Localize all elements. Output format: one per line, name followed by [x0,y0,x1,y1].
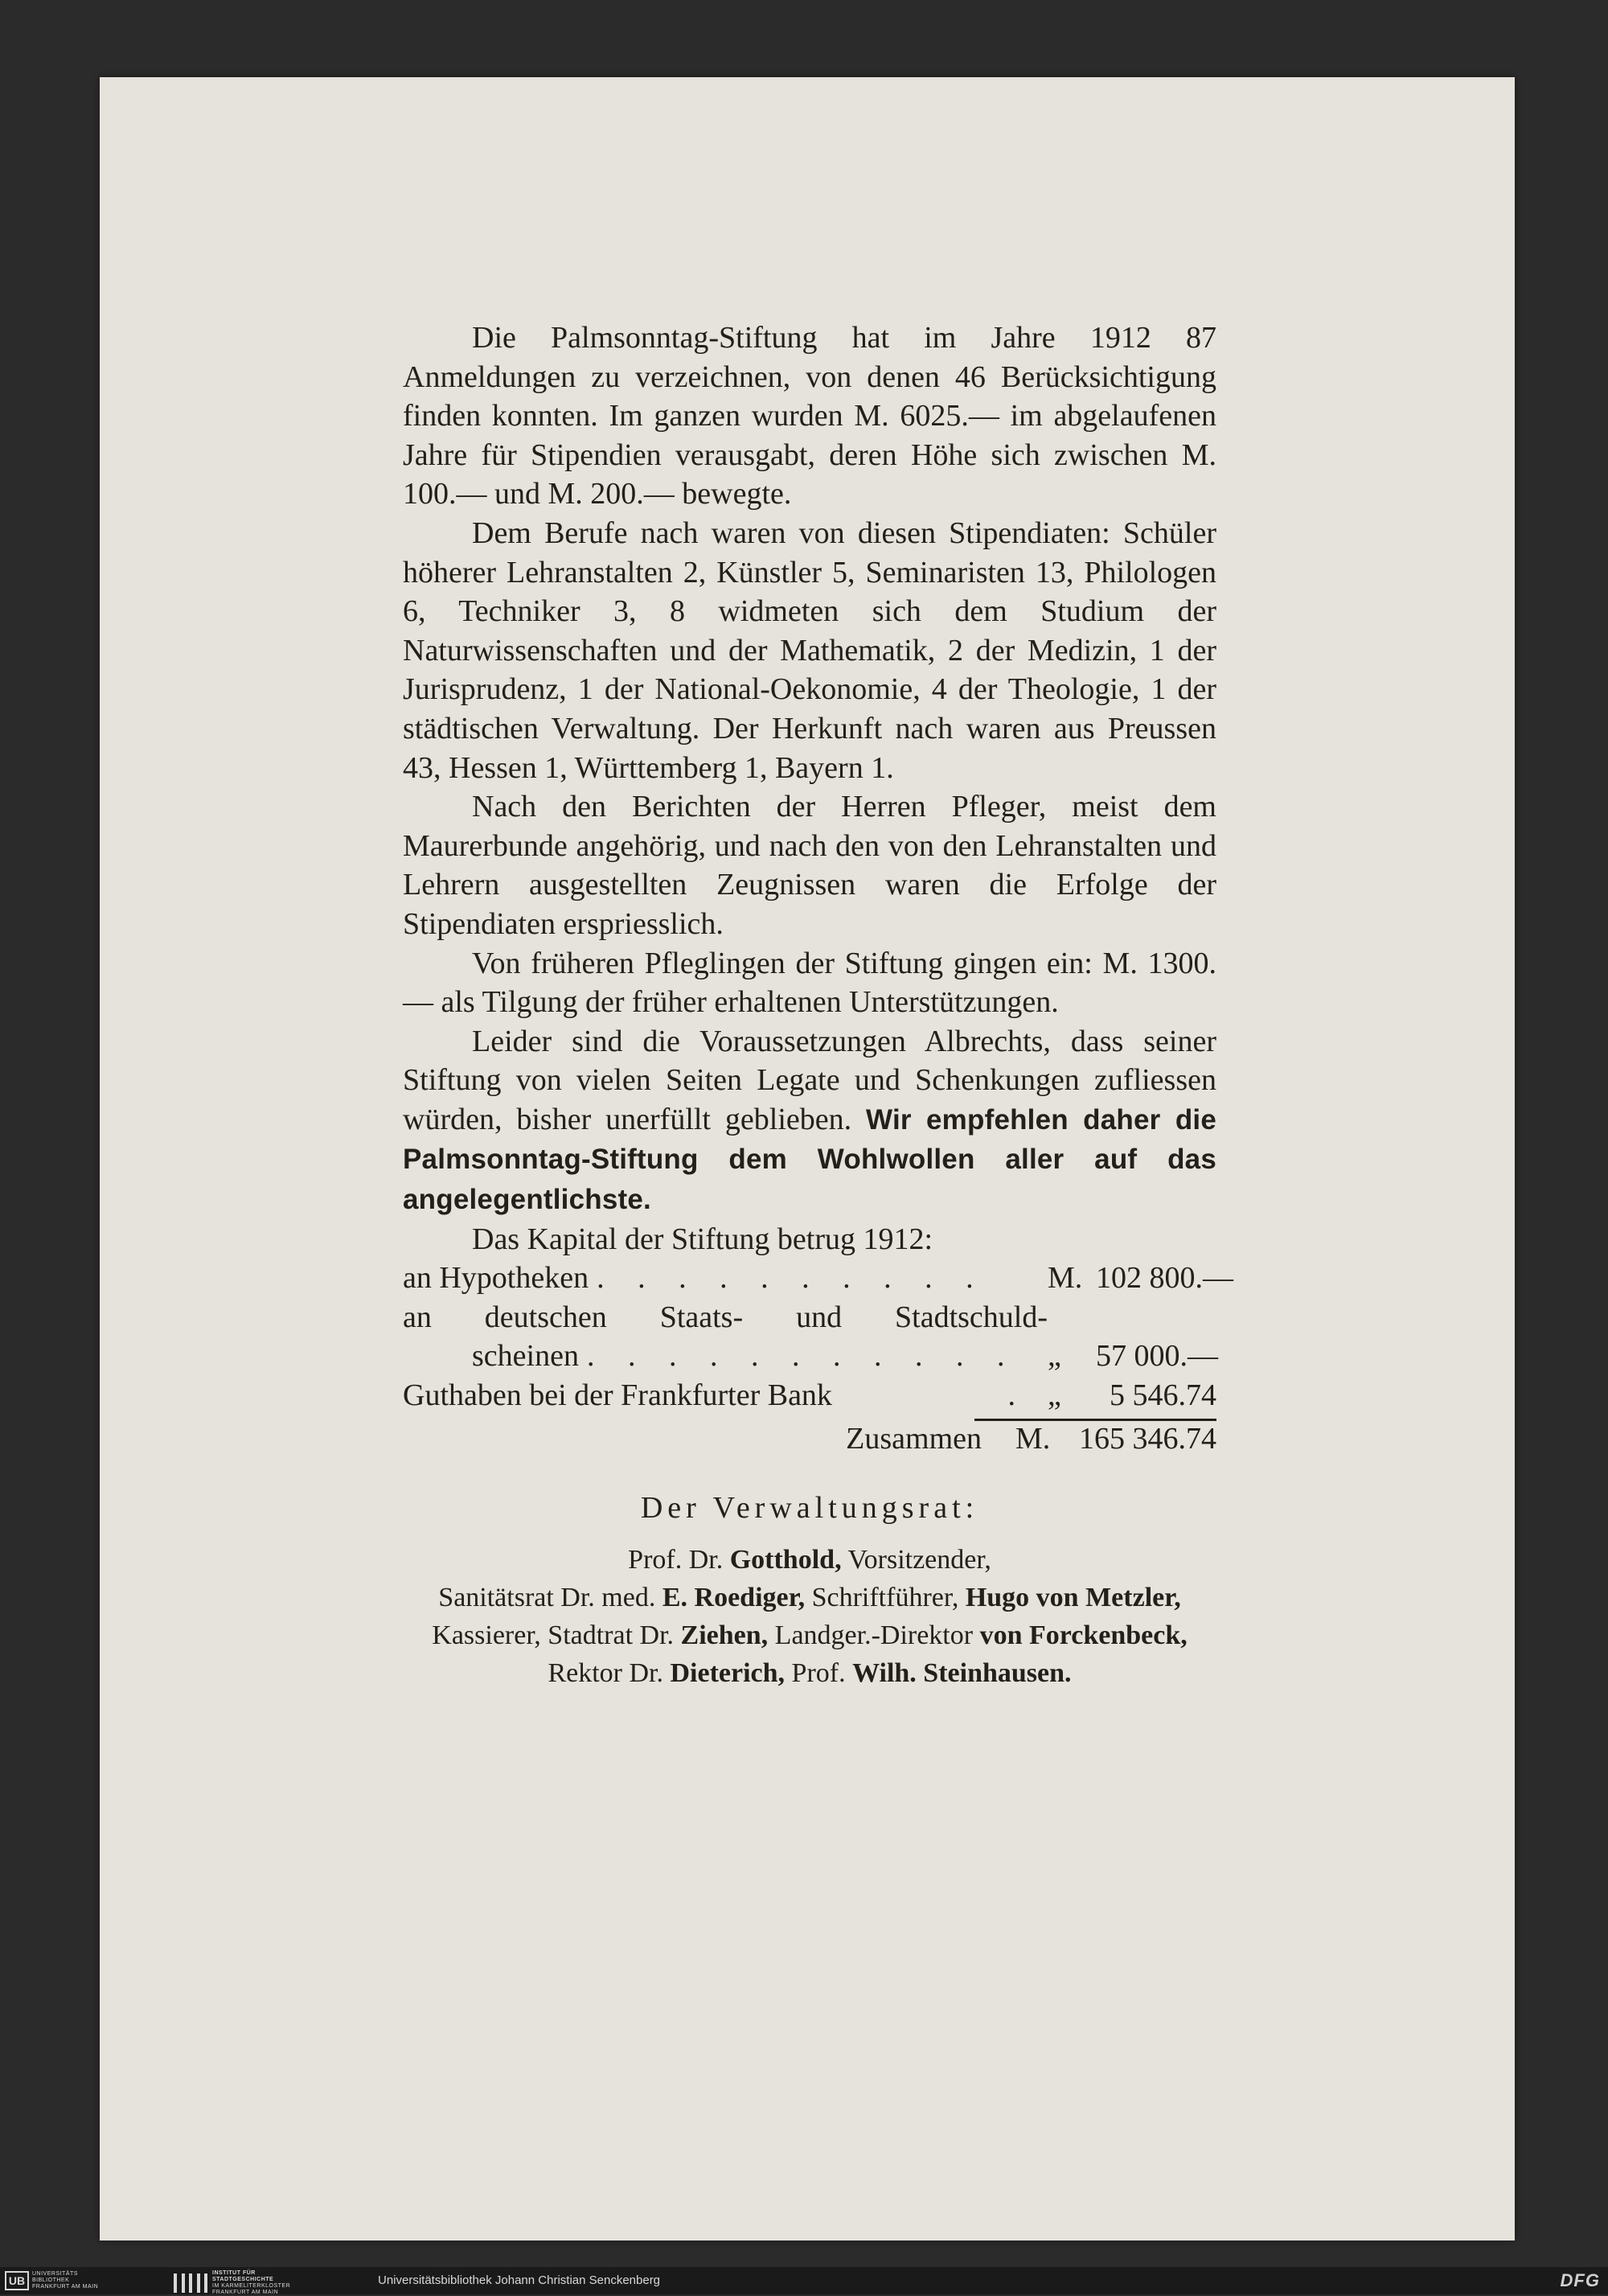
board-member-name: Dieterich, [670,1657,786,1688]
capital-total-label: Zusammen [846,1421,982,1456]
board-line-1 [403,1541,1216,1579]
institute-logo-text [212,2270,290,2296]
leader-dots: . . . . . . . . . . [597,1261,987,1296]
capital-row-mortgages [403,1259,1233,1298]
ub-logo-mark: UB [5,2271,29,2290]
institute-logo[interactable] [174,2270,290,2296]
board-text: Vorsitzender, [841,1544,991,1575]
paragraph-professions: Dem Berufe nach waren von diesen Stipendiaten: Schüler höherer Lehranstalten 2, Künstler 5, Seminaristen 13, Philologen 6, Techniker 3, 8 widmeten sich dem Studium der Naturwissenschaften und der Mathematik, 2 der Medizin, 1 der Jurisprudenz, 1 der National-Oekonomie, 4 der Theologie, 1 der städtischen Verwaltung. Der Herkunft nach waren aus Preussen 43, Hessen 1, Württemberg 1, Bayern 1. [403,515,1216,785]
board-text: Schriftführer, [805,1582,966,1612]
ub-logo-line: FRANKFURT AM MAIN [32,2284,99,2290]
board-member-name: Gotthold, [729,1544,842,1575]
capital-row-amount: 5 546.74 [1110,1378,1216,1413]
capital-total-currency: M. [1015,1421,1051,1456]
board-line-4 [403,1654,1216,1692]
capital-row-amount: 102 800.— [1096,1261,1233,1296]
board-text: Landger.-Direktor [768,1620,980,1650]
capital-row-amount: 57 000.— [1096,1339,1218,1374]
institute-logo-line: IM KARMELITERKLOSTER [212,2283,291,2289]
ub-logo[interactable] [5,2270,98,2291]
board-text: Sanitätsrat Dr. med. [438,1582,662,1612]
board-member-name: von Forckenbeck, [979,1620,1188,1650]
board-text: Prof. [785,1657,853,1688]
capital-row-label: scheinen [472,1339,579,1374]
capital-total-amount: 165 346.74 [1079,1421,1216,1456]
ub-logo-line: BIBLIOTHEK [32,2278,70,2283]
board-line-2 [403,1579,1216,1616]
capital-title: Das Kapital der Stiftung betrug 1912: [472,1222,933,1256]
leader-dots: . . . . . . . . . . . [586,1339,1018,1374]
ub-logo-line: UNIVERSITÄTS [32,2271,78,2277]
capital-row-label: an deutschen Staats- und Stadtschuld- [403,1300,1048,1334]
paragraph-appeal [403,1022,1216,1220]
board-member-name: E. Roediger, [662,1582,806,1612]
board-member-name: Hugo von Metzler, [965,1582,1181,1612]
institute-logo-line: STADTGESCHICHTE [212,2277,274,2282]
capital-row-bonds-heading [403,1298,1216,1337]
document-body [403,318,1233,1692]
board-text: Prof. Dr. [628,1544,730,1575]
paragraph-repayments: Von früheren Pfleglingen der Stiftung gingen ein: M. 1300.— als Tilgung der früher erhaltenen Unterstützungen. [403,946,1216,1020]
dfg-logo[interactable]: DFG [1560,2270,1600,2290]
board-title: Der Verwaltungsrat: [640,1491,979,1526]
board-member-name: Ziehen, [680,1620,769,1650]
capital-row-currency: M. [1048,1261,1083,1296]
institute-logo-line: FRANKFURT AM MAIN [212,2290,279,2295]
ub-logo-text [32,2271,98,2290]
capital-total-row [403,1419,1216,1459]
appeal-bold-text: Wir empfehlen daher die Palmsonntag-Stiftung dem Wohlwollen aller auf das angelegentlichste. [403,1103,1216,1216]
board-text: Rektor Dr. [548,1657,671,1688]
leader-dots: . [1007,1378,1028,1413]
capital-row-label: an Hypotheken [403,1261,589,1296]
capital-row-currency: „ [1048,1378,1061,1413]
viewer-footer-bar [0,2267,1608,2294]
capital-row-label: Guthaben bei der Frankfurter Bank [403,1378,832,1413]
board-signatures [403,1489,1216,1692]
capital-table [403,1220,1233,1459]
capital-row-bonds [403,1337,1216,1376]
library-name: Universitätsbibliothek Johann Christian Senckenberg [378,2273,661,2287]
capital-row-bank [403,1376,1216,1415]
board-member-name: Wilh. Steinhausen. [852,1657,1072,1688]
columns-icon [174,2273,207,2293]
institute-logo-line: INSTITUT FÜR [212,2270,256,2276]
appeal-text: Leider sind die Voraussetzungen Albrechts, dass seiner Stiftung von vielen Seiten Legate und Schenkungen zufliessen würden, bisher unerfüllt geblieben. [403,1024,1216,1136]
board-text: Kassierer, Stadtrat Dr. [432,1620,681,1650]
paragraph-reports: Nach den Berichten der Herren Pfleger, meist dem Maurerbunde angehörig, und nach den von den Lehranstalten und Lehrern ausgestellten Zeugnissen waren die Erfolge der Stipendiaten erspriesslich. [403,790,1216,941]
capital-row-currency: „ [1048,1339,1061,1374]
board-line-3 [403,1616,1216,1654]
paragraph-applications: Die Palmsonntag-Stiftung hat im Jahre 1912 87 Anmeldungen zu verzeichnen, von denen 46 Berücksichtigung finden konnten. Im ganzen wurden M. 6025.— im abgelaufenen Jahre für Stipendien verausgabt, deren Höhe sich zwischen M. 100.— und M. 200.— bewegte. [403,321,1216,511]
